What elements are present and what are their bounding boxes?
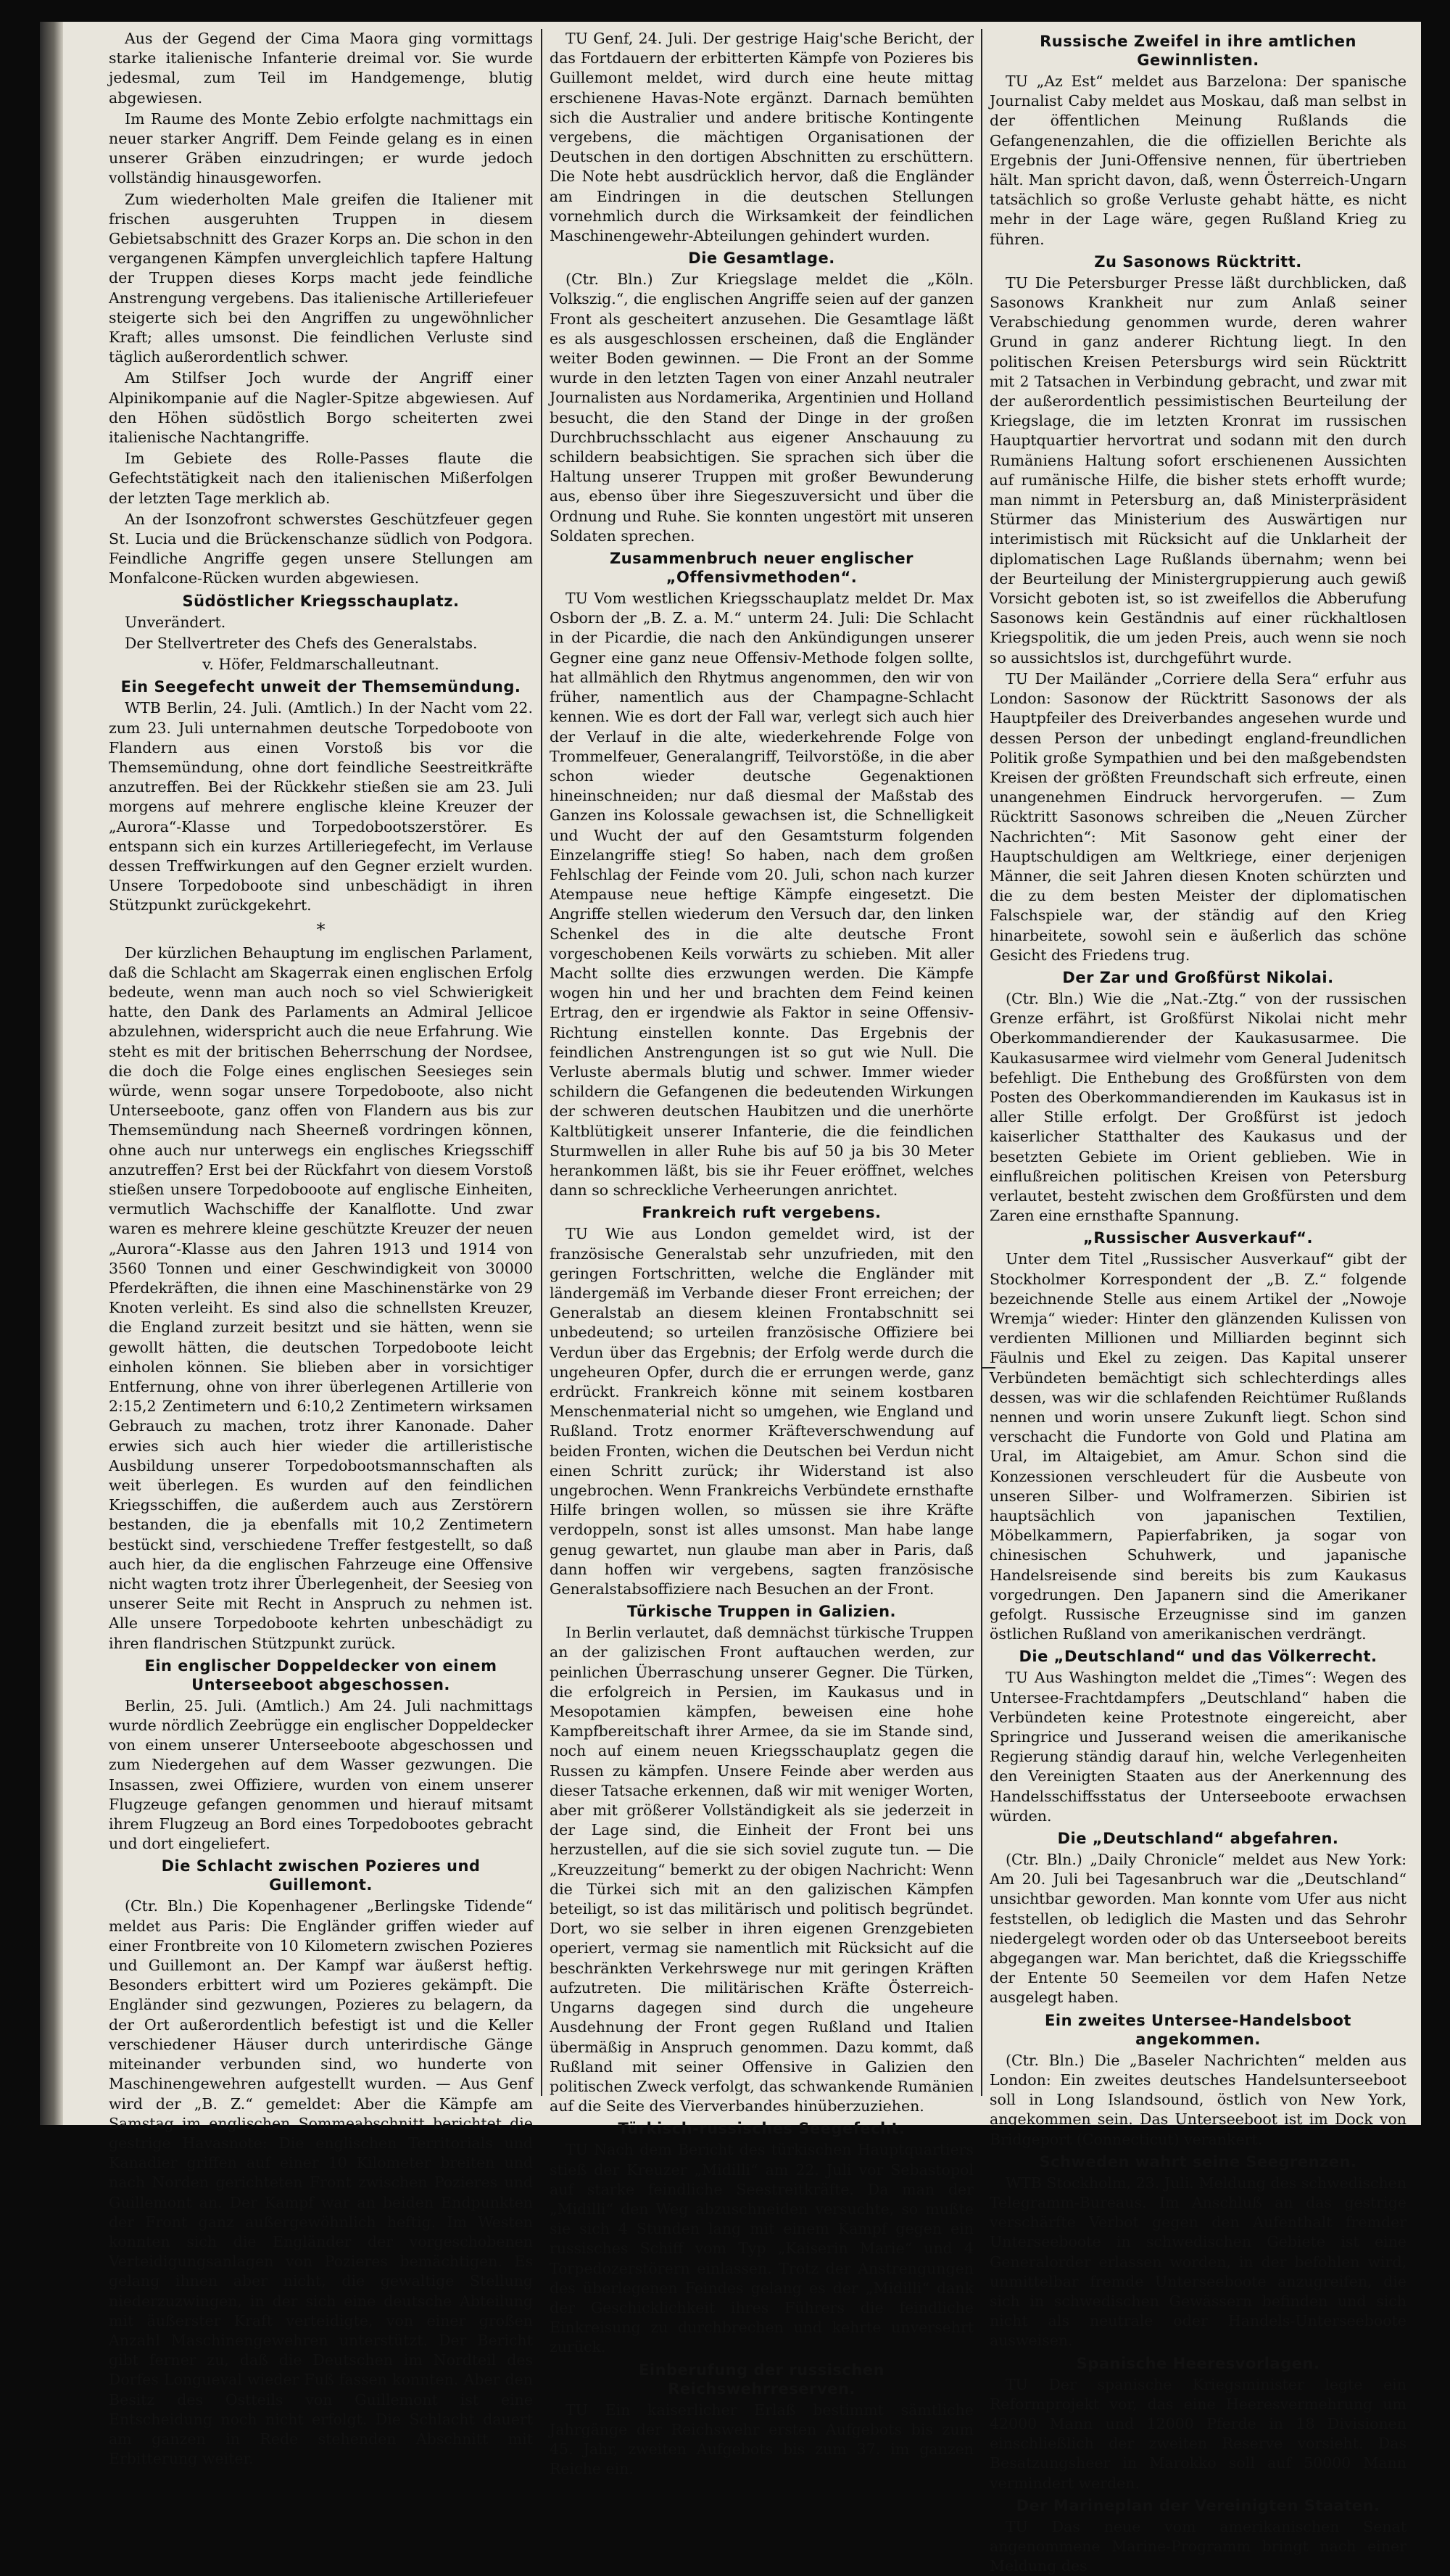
article-paragraph: Zum wiederholten Male greifen die Italiener mit frischen ausgeruhten Truppen in diesem Gebietsabschnitt des Grazer Korps an. Die schon in den vergangenen Kämpfen unvergleichlich tapfere Haltung der Truppen dieses Korps macht jede feindliche Anstrengung vergebens. Das italienische Artilleriefeuer steigerte sich bei den Angriffen zu ungewöhnlicher Kraft; alles umsonst. Die feindlichen Verluste sind täglich außerordentlich schwer. (109, 190, 533, 366)
section-heading: Die „Deutschland“ abgefahren. (1057, 1830, 1339, 1848)
article-paragraph: TU Ein kaiserlicher Erlaß bestimmt sämtliche Jahrgänge der Reichswehr ersten Aufgebots bis zum 45. Jahr, zweiten Aufgebots bis zum 37. im ganzen Reiche ein. (550, 2400, 974, 2478)
section-heading: Der Zar und Großfürst Nikolai. (1062, 968, 1334, 986)
article-paragraph: Aus der Gegend der Cima Maora ging vormittags starke italienische Infanterie dreimal vor. Sie wurde jedesmal, zum Teil im Handgemenge, blutig abgewiesen. (109, 30, 533, 107)
article-paragraph: TU „Az Est“ meldet aus Barzelona: Der spanische Journalist Caby meldet aus Moskau, daß man selbst in der öffentlichen Meinung Rußlands die Gefangenenzahlen, die die offiziellen Berichte als Ergebnis der Juni-Offensive nennen, für übertrieben hält. Man spricht davon, daß, wenn Österreich-Ungarn tatsächlich so große Verluste gehabt hätte, es nicht mehr in der Lage wäre, gegen Rußland Krieg zu führen. (990, 73, 1406, 248)
article-paragraph: Im Gebiete des Rolle-Passes flaute die Gefechtstätigkeit nach den italienischen Mißerfolgen der letzten Tage merklich ab. (109, 450, 533, 507)
article-paragraph: (Ctr. Bln.) „Daily Chronicle“ meldet aus New York: Am 20. Juli bei Tagesanbruch war die „Deutschland“ unsichtbar geworden. Man konnte vom Ufer aus nicht feststellen, ob lediglich die Masten und das Sehrohr niedergelegt worden oder ob das Unterseeboot bereits abgegangen war. Man berichtet, daß die Kriegsschiffe der Entente 50 Seemeilen vor dem Hafen Netze ausgelegt haben. (990, 1851, 1406, 2007)
article-paragraph: TU Der spanische Kriegsminister legte ein Reformprojekt vor, das eine Heeresvermehrung um 42000 Mann und 12000 Pferde in 18 Divisionen einschließlich der zweiten Reserve vorsieht. Das Besatzungsheer in Marokko soll auf 50000 Mann vermindert werden. (990, 2375, 1406, 2492)
article-paragraph: TU Genf, 24. Juli. Der gestrige Haig'sche Bericht, der das Fortdauern der erbitterten Kämpfe von Pozieres bis Guillemont meldet, wird durch eine heute mittag erschienene Havas-Note ergänzt. Darnach bemühten sich die Australier und andere britische Kontingente vergebens, die mächtigen Organisationen der Deutschen in den dortigen Abschnitten zu erschüttern. Die Note hebt ausdrücklich hervor, daß die Engländer am Eindringen in die deutschen Stellungen vornehmlich durch die Wirksamkeit der feindlichen Maschinengewehr-Abteilungen gehindert wurden. (550, 30, 974, 245)
article-paragraph: (Ctr. Bln.) Die Kopenhagener „Berlingske Tidende“ meldet aus Paris: Die Engländer griffen wieder auf einer Frontbreite von 10 Kilometern zwischen Pozieres und Guillemont an. Der Kampf war äußerst heftig. Besonders erbittert wird um Pozieres gekämpft. Die Engländer sind gezwungen, Pozieres zu belagern, da der Ort außerordentlich befestigt ist und die Keller verschiedener Häuser durch unterirdische Gänge miteinander verbunden sind, wo hunderte von Maschinengewehren aufgestellt wurden. — Aus Genf wird der „B. Z.“ gemeldet: Aber die Kämpfe am Samstag im englischen Sommeabschnitt berichtet die gestrige Havasnote: Die englischen Territorials und Kanadier griffen auf einer 10 Kilometer breiten und nach Norden gerichteten Front zwischen Pozieres und Guillemont an. Der Kampf war an beiden Endpunkten der Front ganz außergewöhnlich heftig. Im Westen konnten sich die Engländer der vorgeschobenen Verteidigungsanlagen von Pozieres bemächtigen. Es gelang ihnen aber nicht, die gewaltige Stellung niederzuzwingen, in der sich eine deutsche Abteilung mit äußerster Kraft verteidigte, von einer großen Anzahl Maschinengewehren unterstützt. Der Bericht gibt ferner zu, daß die Deutschen im Nordteil des Dorfes Longueval wieder Fuß fassen konnten. Aber den Besitz des Ostteils von Guillemont ist eine Entscheidung noch nicht erfolgt. Die Schlacht dauert am ganzen in Rede stehenden Abschnitt mit Erbitterung weiter. (109, 1897, 533, 2468)
article-paragraph: Am Stilfser Joch wurde der Angriff einer Alpinikompanie auf die Nagler-Spitze abgewiesen. Auf den Höhen südöstlich Borgo scheiterten zwei italienische Nachtangriffe. (109, 369, 533, 447)
signature-name: v. Höfer, Feldmarschalleutnant. (202, 656, 439, 674)
article-paragraph: Unter dem Titel „Russischer Ausverkauf“ gibt der Stockholmer Korrespondent der „B. Z.“ folgende bezeichnende Stelle aus einem Artikel der „Nowoje Wremja“ wieder: Hinter den glänzenden Kulissen von verdienten Millionen und Milliarden beginnt sich Fäulnis und Ekel zu zeigen. Das Kapital unserer Verbündeten bemächtigt sich schlechterdings alles dessen, was wir die schlafenden Reichtümer Rußlands nennen und worin unsere Zukunft liegt. Schon sind verschacht die Fundorte von Gold und Platina am Ural, im Altaigebiet, am Amur. Schon sind die Konzessionen verschleudert für die Ausbeute von unseren Silber- und Wolframerzen. Sibirien ist hauptsächlich von japanischen Textilien, Möbelkammern, Papierfabriken, ja sogar von chinesischen Schuhwerk, und japanische Handelsreisende sind bereits bis zum Kaukasus vorgedrungen. Den Japanern sind die Amerikaner gefolgt. Russische Erzeugnisse sind im ganzen östlichen Rußland von amerikanischen verdrängt. (990, 1250, 1406, 1643)
article-paragraph: Im Raume des Monte Zebio erfolgte nachmittags ein neuer starker Angriff. Dem Feinde gelang es in einen unserer Gräben einzudringen; er wurde jedoch vollständig hinausgeworfen. (109, 110, 533, 187)
column-1 (109, 29, 533, 2468)
section-heading: Zu Sasonows Rücktritt. (1094, 252, 1302, 271)
article-paragraph: WTB Stockholm, 23. Juli. Meldung des schwedischen Telegramm-Bureaus. Im Anschluß an das gestrige verschärfte Verbot gegen den Aufenthalt fremder Unterseeboote in schwedischen Gebiete ist eine Generalorder erlassen worden, in der befohlen wird, unmittelbar fremde Unterseeboote anzugreifen, die sich in schwedischen Gewässern befinden und sich nicht als neutrale oder Handels-Unterseeboote ausweisen. (990, 2174, 1406, 2350)
section-heading: Die Schlacht zwischen Pozieres und Guillemont. (161, 1857, 481, 1894)
article-paragraph: (Ctr. Bln.) Zur Kriegslage meldet die „Köln. Volkszig.“, die englischen Angriffe seien auf der ganzen Front als gescheitert anzusehen. Die Gesamtlage läßt es als ausgeschlossen erscheinen, daß die Engländer weiter Boden gewinnen. — Die Front an der Somme wurde in den letzten Tagen von einer Anzahl neutraler Journalisten aus Nordamerika, Argentinien und Holland besucht, die den Stand der Dinge in der großen Durchbruchsschlacht aus eigener Anschauung zu schildern beabsichtigen. Sie sprachen sich über die Haltung unserer Truppen mit großer Bewunderung aus, ebenso über ihre Siegeszuversicht und über die Ordnung und Ruhe. Sie konnten ungestört mit unseren Soldaten sprechen. (550, 271, 974, 545)
section-heading: Der Marineplan der Vereinigten Staaten. (1016, 2496, 1380, 2514)
column-2 (550, 29, 974, 2478)
column-rule-left (541, 29, 542, 2096)
article-paragraph: An der Isonzofront schwerstes Geschützfeuer gegen St. Lucia und die Brückenschanze südlich von Podgora. Feindliche Angriffe gegen unsere Stellungen am Monfalcone-Rücken wurden abgewiesen. (109, 510, 533, 587)
section-heading: Einberufung der russischen Reichswehrreserven. (639, 2361, 884, 2398)
article-paragraph: Unverändert. (125, 613, 226, 631)
column-3 (990, 29, 1406, 2575)
article-paragraph: In Berlin verlautet, daß demnächst türkische Truppen an der galizischen Front auftauchen werden, zur peinlichen Überraschung unserer Gegner. Die Türken, die erfolgreich in Persien, im Kaukasus und in Mesopotamien kämpfen, beweisen eine hohe Kampfbereitschaft ihrer Armee, da sie im Stande sind, noch auf einem neuen Kriegsschauplatz gegen die Russen zu kämpfen. Unsere Feinde aber werden aus dieser Tatsache erkennen, daß wir mit weniger Worten, aber mit größerer Vollständigkeit als sie jederzeit in der Lage sind, die Einheit der Front bei uns herzustellen, auf die sie sich soviel zugute tun. — Die „Kreuzzeitung“ bemerkt zu der obigen Nachricht: Wenn die Türkei sich mit an den galizischen Kämpfen beteiligt, so ist das militärisch und politisch begründet. Dort, wo sie selber in ihren eigenen Grenzgebieten operiert, vermag sie namentlich mit Rücksicht auf die beschränkten Verkehrswege nur mit geringen Kräften aufzutreten. Die militärischen Kräfte Österreich-Ungarns dagegen sind durch die ungeheure Ausdehnung der Front gegen Rußland und Italien übermäßig in Anspruch genommen. Dazu kommt, daß Rußland mit seiner Offensive in Galizien den politischen Zweck verfolgt, das schwankende Rumänien auf die Seite des Vierverbandes hinüberzuziehen. (550, 1624, 974, 2115)
section-heading: „Russischer Ausverkauf“. (1083, 1229, 1313, 1247)
article-paragraph: Berlin, 25. Juli. (Amtlich.) Am 24. Juli nachmittags wurde nördlich Zeebrügge ein englischer Doppeldecker von einem unserer Unterseeboote abgeschossen und zum Niedergehen auf dem Wasser gezwungen. Die Insassen, zwei Offiziere, wurden von einem unserer Flugzeuge gefangen genommen und hierauf mitsamt ihrem Flugzeug an Bord eines Torpedobootes gebracht und dort eingeliefert. (109, 1696, 533, 1853)
section-heading: Spanische Heeresvorlagen. (1076, 2354, 1320, 2372)
section-heading: Ein zweites Untersee-Handelsboot angekommen. (1045, 2011, 1351, 2048)
section-heading: Die Gesamtlage. (688, 249, 835, 268)
column-rule-right (981, 29, 982, 2096)
section-heading: Frankreich ruft vergebens. (642, 1204, 882, 1222)
section-heading: Schweden wahrt seine Seegrenzen. (1039, 2152, 1357, 2171)
section-heading: Zusammenbruch neuer englischer „Offensivmethoden“. (609, 550, 914, 587)
separator-asterisk: * (316, 919, 326, 940)
article-paragraph: TU Vom westlichen Kriegsschauplatz meldet Dr. Max Osborn der „B. Z. a. M.“ unterm 24. Juli: Die Schlacht in der Picardie, die nach den Ankündigungen unserer Gegner eine ganz neue Offensiv-Methode folgen sollte, hat allmählich den Rhytmus angenommen, den wir von früher, namentlich aus der Champagne-Schlacht kennen. Wie es dort der Fall war, verlegt sich auch hier der Verlauf in die alte, wiederkehrende Folge von Trommelfeuer, Generalangriff, Teilvorstöße, in die aber schon wieder deutsche Gegenaktionen hineinschneiden; nur daß diesmal der Maßstab des Ganzen ins Kolossale gewachsen ist, die Schnelligkeit und Wucht der auf den Gesamtsturm folgenden Einzelangriffe stieg! So haben, nach dem großen Fehlschlag der Feinde vom 20. Juli, schon nach kurzer Atempause neue heftige Kämpfe eingesetzt. Die Angriffe stellen wiederum den Versuch dar, den linken Schenkel des in die alte deutsche Front vorgeschobenen Keils vorwärts zu schieben. Mit aller Macht sollte dies erzwungen werden. Die Kämpfe wogen hin und her und brachten dem Feind keinen Ertrag, den er irgendwie als Faktor in seine Offensiv-Richtung einstellen konnte. Das Ergebnis der feindlichen Anstrengungen ist so gut wie Null. Die Verluste abermals blutig und schwer. Immer wieder schildern die Gefangenen die bedeutenden Wirkungen der schweren deutschen Haubitzen und die unerhörte Kaltblütigkeit unserer Infanterie, die die feindlichen Sturmwellen in aller Ruhe bis auf 50 ja bis 30 Meter herankommen läßt, bis sie ihr Feuer eröffnet, welches dann so schreckliche Verheerungen anrichtet. (550, 590, 974, 1200)
signature-line: Der Stellvertreter des Chefs des Generalstabs. (125, 634, 478, 652)
section-heading: Ein englischer Doppeldecker von einem Unterseeboot abgeschossen. (144, 1656, 497, 1693)
article-paragraph: TU Aus Washington meldet die „Times“: Wegen des Untersee-Frachtdampfers „Deutschland“ haben die Verbündeten keine Protestnote eingereicht, aber Springrice und Jusserand weisen die amerikanische Regierung ständig darauf hin, welche Verlegenheiten den Vereinigten Staaten aus der Anerkennung des Handelsschiffsstatus der Unterseeboote erwachsen würden. (990, 1669, 1406, 1825)
section-heading: Ein Seegefecht unweit der Themsemündung. (120, 678, 521, 696)
section-heading: Russische Zweifel in ihre amtlichen Gewinnlisten. (1040, 33, 1356, 69)
article-paragraph: TU Das neue vom amerikanischen Senat angenommene Marine-Programm bringt nach einer Meldung des (990, 2517, 1406, 2575)
article-paragraph: Der kürzlichen Behauptung im englischen Parlament, daß die Schlacht am Skagerrak einen englischen Erfolg bedeute, wenn man auch noch so viel Schwierigkeit hatte, den Dank des Parlaments an Admiral Jellicoe abzulehnen, widerspricht auch die neue Erfahrung. Wie steht es mit der britischen Beherrschung der Nordsee, die doch die Folge eines englischen Seesieges sein würde, wenn sogar unsere Torpedoboote, also nicht Unterseeboote, ganz offen von Flandern aus bis zur Themsemündung nach Sheerneß vordringen können, ohne auch nur unterwegs ein englisches Kriegsschiff anzutreffen? Erst bei der Rückfahrt von diesem Vorstoß stießen unsere Torpedobooote auf englische Einheiten, vermutlich Wachschiffe der Kanalflotte. Und zwar waren es mehrere kleine geschützte Kreuzer der neuen „Aurora“-Klasse aus den Jahren 1913 und 1914 von 3560 Tonnen und einer Geschwindigkeit von 30000 Pferdekräften, die ihnen eine Maschinenstärke von 29 Knoten verleiht. Es sind also die schnellsten Kreuzer, die England zurzeit besitzt und sie hätten, wenn sie gewollt hätten, die deutschen Torpedoboote leicht einholen können. Sie blieben aber in vorsichtiger Entfernung, ohne von ihrer überlegenen Artillerie von 2:15,2 Zentimetern und 6:10,2 Zentimetern wirksamen Gebrauch zu machen, trotz ihrer Kanonade. Daher erwies sich auch hier wieder die artilleristische Ausbildung unserer Torpedobootsmannschaften als weit überlegen. Es wurden auf den feindlichen Kriegsschiffen, die außerdem auch aus Zerstörern bestanden, die ja ebenfalls mit 10,2 Zentimetern bestückt sind, verschiedene Treffer festgestellt, so daß auch hier, da die englischen Fahrzeuge eine Offensive nicht wagten trotz ihrer Überlegenheit, der Seesieg von unserer Seite mit Recht in Anspruch zu nehmen ist. Alle unsere Torpedoboote kehrten unbeschädigt zu ihren flandrischen Stützpunkt zurück. (109, 944, 533, 1652)
section-heading: Türkische Truppen in Galizien. (627, 1603, 896, 1621)
article-paragraph: TU Der Mailänder „Corriere della Sera“ erfuhr aus London: Sasonow der Rücktritt Sasonows der als Hauptpfeiler des Dreiverbandes angesehen wurde und dessen Person der unbedingt england-freundlichen Politik große Sympathien und bei den maßgebendsten Kreisen der größten Freundschaft sich erfreute, einen unangenehmen Eindruck hervorgerufen. — Zum Rücktritt Sasonows schreiben die „Neuen Zürcher Nachrichten“: Mit Sasonow geht einer der Hauptschuldigen am Weltkriege, einer derjenigen Männer, die seit Jahren diesen Knoten schürzten und die zu dem besten Meister der diplomatischen Falschspiele war, der ständig auf den Krieg hinarbeitete, sowohl sein e äußerlich das schöne Gesicht des Friedens trug. (990, 669, 1406, 964)
section-heading: Türkisch-russisches Seegefecht. (618, 2120, 906, 2138)
article-paragraph: TU Nach dem Bericht des türkischen Hauptquartiers stieß der Kreuzer „Midilli“ am 22. Juli vor Sebastopol auf starke feindliche Seestreitkräfte. Da man der „Midilli“ den Weg abzuschneiden versuchte, so mußte sie sich 4 Stunden lang mit einem Kampf gegen ein russisches Schiff vom Typ „Kaiserin Marie“ und 4 Torpedozerstörern einlassen. Trotz der Anstrengungen des überlegenen Feindes gelang es der „Midilli“ dank der Geschicklichkeit ihres Führers die feindliche Einkreisung zu durchbrechen und kehrte unversehrt zurück. (550, 2141, 974, 2356)
article-paragraph: (Ctr. Bln.) Wie die „Nat.-Ztg.“ von der russischen Grenze erfährt, ist Großfürst Nikolai nicht mehr Oberkommandierender der Kaukasusarmee. Die Kaukasusarmee wird vielmehr vom General Judenitsch befehligt. Die Enthebung des Großfürsten von dem Posten des Oberkommandierenden im Kaukasus ist in aller Stille erfolgt. Der Großfürst ist jedoch kaiserlicher Statthalter des Kaukasus und der besetzten Gebiete im Orient geblieben. Wie in einflußreichen politischen Kreisen von Petersburg verlautet, besteht zwischen dem Großfürsten und dem Zaren eine ernsthafte Spannung. (990, 989, 1406, 1225)
section-heading: Die „Deutschland“ und das Völkerrecht. (1019, 1648, 1378, 1666)
article-paragraph: TU Wie aus London gemeldet wird, ist der französische Generalstab sehr unzufrieden, mit den geringen Fortschritten, welche die Engländer mit ländergemäß im Verbande dieser Front erreichen; der Generalstab an diesem kleinen Frontabschnitt sei unbedeutend; so urteilen französische Offiziere bei Verdun über das Ergebnis; der Erfolg werde durch die ungeheuren Opfer, durch die er errungen werde, ganz erdrückt. Frankreich könne mit seinem kostbaren Menschenmaterial nicht so umgehen, wie England und Rußland. Trotz enormer Kräfteverschwendung auf beiden Fronten, wichen die Deutschen bei Verdun nicht einen Schritt zurück; ihr Widerstand ist also ungebrochen. Wenn Frankreichs Verbündete ernsthafte Hilfe bringen wollen, so müssen sie ihre Kräfte verdoppeln, sonst ist alles umsonst. Man habe lange genug gewartet, nun glaube man aber in Paris, daß dann hoffen wir vergebens, sagten französische Generalstabsoffiziere nach Besuchen an der Front. (550, 1225, 974, 1598)
article-paragraph: TU Die Petersburger Presse läßt durchblicken, daß Sasonows Krankheit nur zum Anlaß seiner Verabschiedung genommen wurde, deren wahrer Grund in ganz anderer Richtung liegt. In den politischen Kreisen Petersburgs wird sein Rücktritt mit 2 Tatsachen in Verbindung gebracht, und zwar mit der außerordentlich pessimistischen Beurteilung der Kriegslage, die im letzten Kronrat im russischen Hauptquartier hervortrat und sodann mit den durch Rumäniens Haltung sofort erschienenen Aussichten auf rumänische Hilfe, die bisher stets erhofft wurde; man nimmt in Petersburg an, daß Ministerpräsident Stürmer das Ministerium des Auswärtigen nur interimistisch mit Rücksicht auf die Unklarheit der diplomatischen Lage Rußlands übernahm; wenn bei der Beurteilung der Ministergruppierung auch gewiß Vorsicht geboten ist, so ist zweifellos die Abberufung Sasonows kein Geständnis auf einer rückhaltlosen Kriegspolitik, die um jeden Preis, auch wenn sie noch so aussichtslos ist, durchgeführt wurde. (990, 273, 1406, 666)
section-heading: Südöstlicher Kriegsschauplatz. (182, 592, 460, 610)
article-paragraph: WTB Berlin, 24. Juli. (Amtlich.) In der Nacht vom 22. zum 23. Juli unternahmen deutsche Torpedoboote von Flandern aus einen Vorstoß bis vor die Themsemündung, ohne dort feindliche Seestreitkräfte anzutreffen. Bei der Rückkehr stießen sie am 23. Juli morgens auf mehrere englische kleine Kreuzer der „Aurora“-Klasse und Torpedobootszerstörer. Es entspann sich ein kurzes Artilleriegefecht, im Verlause dessen Treffwirkungen auf den Gegner erzielt wurden. Unsere Torpedoboote sind unbeschädigt in ihren Stützpunkt zurückgekehrt. (109, 699, 533, 915)
page-binding-shadow (40, 22, 63, 2125)
article-paragraph: (Ctr. Bln.) Die „Baseler Nachrichten“ melden aus London: Ein zweites deutsches Handelsunterseeboot soll in Long Islandsound, östlich von New York, angekommen sein. Das Unterseeboot ist im Dock von Bridgeport (Connecticut) verankert. (990, 2051, 1406, 2148)
